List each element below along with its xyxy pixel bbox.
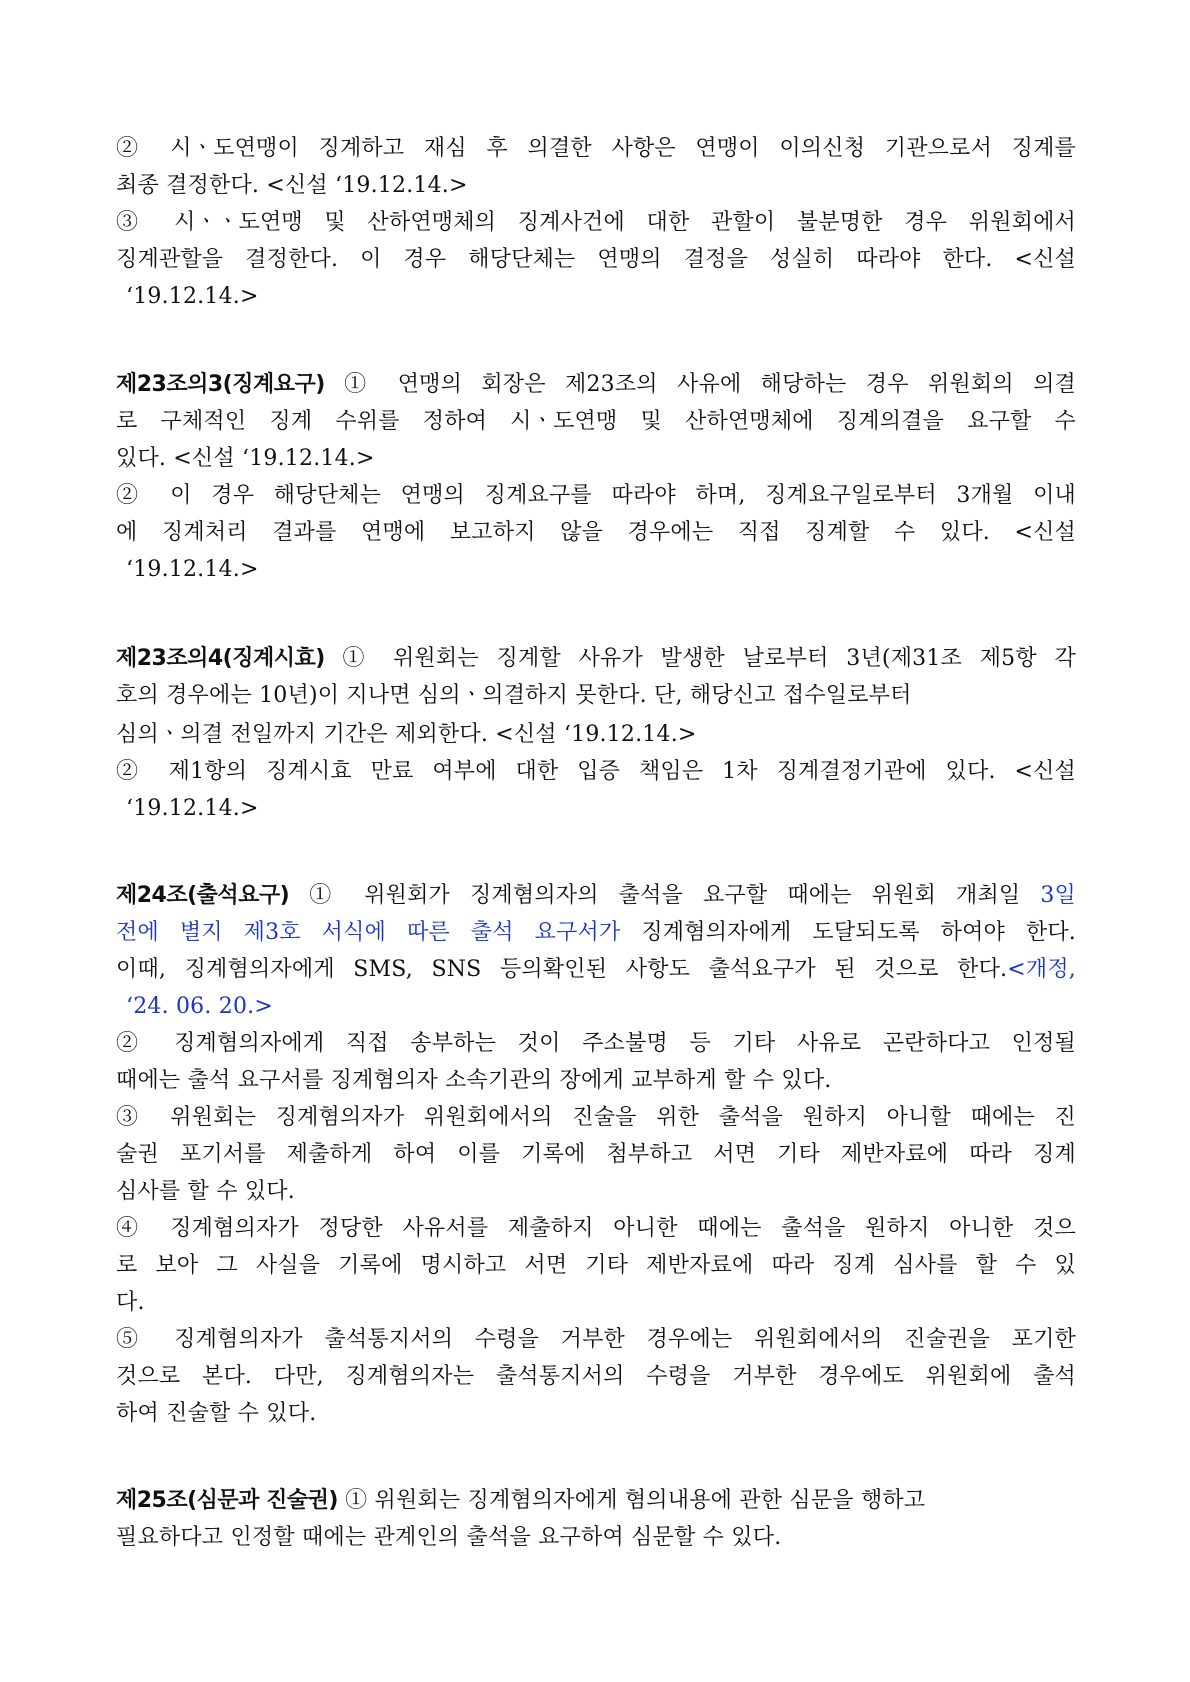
article-text: ① 위원회는 징계할 사유가 발생한 날로부터 3년(제31조 제5항 각 [324, 646, 1076, 671]
art23-3-para2-line2: 에 징계처리 결과를 연맹에 보고하지 않을 경우에는 직접 징계할 수 있다. <신설 [116, 520, 1076, 545]
article-heading: 제23조의3(징계요구) [116, 372, 325, 397]
art23-4-para1-line2: 호의 경우에는 10년)이 지나면 심의ㆍ의결하지 못한다. 단, 해당신고 접수일로부터 [116, 683, 912, 708]
article-heading: 제23조의4(징계시효) [116, 646, 325, 671]
art23-2-para3-line3: ‘19.12.14.> [126, 284, 259, 309]
art23-3-para2-line3: ‘19.12.14.> [126, 557, 259, 582]
art24-para5-line1: ⑤ 징계혐의자가 출석통지서의 수령을 거부한 경우에는 위원회에서의 진술권을 포기한 [116, 1327, 1076, 1352]
art23-3-para2-line1: ② 이 경우 해당단체는 연맹의 징계요구를 따라야 하며, 징계요구일로부터 3개월 이내 [116, 483, 1076, 508]
art23-3-para1-line2: 로 구체적인 징계 수위를 정하여 시ㆍ도연맹 및 산하연맹체에 징계의결을 요구할 수 [116, 409, 1076, 434]
amendment-text: 전에 별지 제3호 서식에 따른 출석 요구서가 [116, 920, 621, 945]
article-text: 징계혐의자에게 도달되도록 하여야 한다. [620, 920, 1076, 945]
amendment-text: 3일 [1040, 883, 1076, 908]
article-text: ① 위원회가 징계혐의자의 출석을 요구할 때에는 위원회 개최일 [289, 883, 1041, 908]
art23-4-para1-line1 [116, 640, 1076, 678]
art23-2-para3-line2: 징계관할을 결정한다. 이 경우 해당단체는 연맹의 결정을 성실히 따라야 한다. <신설 [116, 247, 1076, 272]
art23-3-para1-line3: 있다. <신설 ‘19.12.14.> [116, 446, 375, 471]
art23-2-para3-line1: ③ 시ㆍㆍ도연맹 및 산하연맹체의 징계사건에 대한 관할이 불분명한 경우 위원회에서 [116, 210, 1076, 235]
art24-para1-line1 [116, 877, 1076, 915]
art24-para4-line2: 로 보아 그 사실을 기록에 명시하고 서면 기타 제반자료에 따라 징계 심사를 할 수 있 [116, 1253, 1076, 1278]
article-text: ① 위원회는 징계혐의자에게 혐의내용에 관한 심문을 행하고 [337, 1488, 926, 1513]
article-text: 이때, 징계혐의자에게 SMS, SNS 등의확인된 사항도 출석요구가 된 것으로 한다. [116, 957, 1008, 982]
art24-para5-line3: 하여 진술할 수 있다. [116, 1401, 317, 1426]
art24-para3-line2: 술권 포기서를 제출하게 하여 이를 기록에 첨부하고 서면 기타 제반자료에 따라 징계 [116, 1142, 1076, 1167]
art25-para1-line2: 필요하다고 인정할 때에는 관계인의 출석을 요구하여 심문할 수 있다. [116, 1525, 782, 1550]
art23-2-para2-line2: 최종 결정한다. <신설 ‘19.12.14.> [116, 173, 468, 198]
art24-para3-line1: ③ 위원회는 징계혐의자가 위원회에서의 진술을 위한 출석을 원하지 아니할 때에는 진 [116, 1105, 1076, 1130]
art24-para1-line2 [116, 914, 1076, 952]
amendment-note: <개정, [1007, 957, 1076, 982]
art24-para4-line1: ④ 징계혐의자가 정당한 사유서를 제출하지 아니한 때에는 출석을 원하지 아니한 것으 [116, 1216, 1076, 1241]
article-heading: 제24조(출석요구) [116, 883, 290, 908]
art23-2-para2-line1: ② 시ㆍ도연맹이 징계하고 재심 후 의결한 사항은 연맹이 이의신청 기관으로서 징계를 [116, 136, 1076, 161]
art25-para1-line1 [116, 1482, 1076, 1520]
art24-para1-line4: ‘24. 06. 20.> [126, 994, 273, 1019]
article-text: ① 연맹의 회장은 제23조의 사유에 해당하는 경우 위원회의 의결 [324, 372, 1076, 397]
art24-para1-line3 [116, 951, 1076, 989]
article-heading: 제25조(심문과 진술권) [116, 1488, 338, 1513]
art23-3-para1-line1 [116, 366, 1076, 404]
art24-para3-line3: 심사를 할 수 있다. [116, 1179, 295, 1204]
art24-para5-line2: 것으로 본다. 다만, 징계혐의자는 출석통지서의 수령을 거부한 경우에도 위원회에 출석 [116, 1364, 1076, 1389]
art23-4-para1-line3: 심의ㆍ의결 전일까지 기간은 제외한다. <신설 ‘19.12.14.> [116, 722, 697, 747]
art24-para4-line3: 다. [116, 1290, 145, 1315]
art23-4-para2-line2: ‘19.12.14.> [126, 796, 259, 821]
art23-4-para2-line1: ② 제1항의 징계시효 만료 여부에 대한 입증 책임은 1차 징계결정기관에 있다. <신설 [116, 759, 1076, 784]
art24-para2-line2: 때에는 출석 요구서를 징계혐의자 소속기관의 장에게 교부하게 할 수 있다. [116, 1068, 832, 1093]
art24-para2-line1: ② 징계혐의자에게 직접 송부하는 것이 주소불명 등 기타 사유로 곤란하다고 인정될 [116, 1031, 1076, 1056]
